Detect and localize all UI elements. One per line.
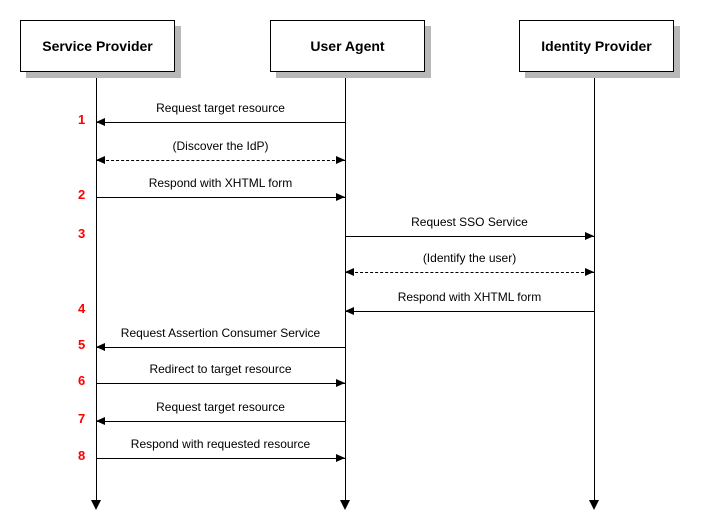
message-arrow-2 [336, 193, 345, 201]
message-label-6: Redirect to target resource [149, 362, 292, 376]
message-line-8 [96, 458, 345, 459]
step-number-7: 7 [78, 411, 86, 426]
lifeline-service-provider [96, 72, 97, 500]
message-label-1: Request target resource [156, 101, 285, 115]
message-arrow-1 [96, 118, 105, 126]
message-line-2 [96, 197, 345, 198]
message-arrow-6 [336, 379, 345, 387]
step-number-6: 6 [78, 373, 86, 388]
actor-label: Identity Provider [541, 38, 652, 54]
message-line-7 [96, 421, 345, 422]
actor-box-identity-provider[interactable] [519, 20, 674, 72]
lifeline-identity-provider [594, 72, 595, 500]
message-label-5: Request Assertion Consumer Service [120, 326, 321, 340]
message-line-5 [96, 347, 345, 348]
message-label-identify-user: (Identify the user) [422, 251, 517, 265]
message-arrow-3 [585, 232, 594, 240]
message-arrow-identify-user-left [345, 268, 354, 276]
lifeline-user-agent [345, 72, 346, 500]
message-label-discover-idp: (Discover the IdP) [172, 139, 269, 153]
message-line-identify-user [345, 272, 594, 273]
message-arrow-identify-user-right [585, 268, 594, 276]
message-label-4: Respond with XHTML form [397, 290, 542, 304]
step-number-1: 1 [78, 112, 86, 127]
step-number-3: 3 [78, 226, 86, 241]
message-label-8: Respond with requested resource [130, 437, 311, 451]
message-line-6 [96, 383, 345, 384]
message-arrow-discover-idp-right [336, 156, 345, 164]
message-line-1 [96, 122, 345, 123]
step-number-2: 2 [78, 187, 86, 202]
message-label-2: Respond with XHTML form [148, 176, 293, 190]
message-arrow-8 [336, 454, 345, 462]
message-label-3: Request SSO Service [411, 215, 528, 229]
message-line-discover-idp [96, 160, 345, 161]
message-arrow-4 [345, 307, 354, 315]
message-line-3 [345, 236, 594, 237]
message-label-7: Request target resource [156, 400, 285, 414]
lifeline-arrow-service-provider [91, 500, 101, 510]
actor-box-user-agent[interactable] [270, 20, 425, 72]
step-number-8: 8 [78, 448, 86, 463]
message-line-4 [345, 311, 594, 312]
message-arrow-7 [96, 417, 105, 425]
actor-label: Service Provider [42, 38, 153, 54]
step-number-4: 4 [78, 301, 86, 316]
actor-label: User Agent [310, 38, 385, 54]
lifeline-arrow-identity-provider [589, 500, 599, 510]
message-arrow-5 [96, 343, 105, 351]
message-arrow-discover-idp-left [96, 156, 105, 164]
lifeline-arrow-user-agent [340, 500, 350, 510]
step-number-5: 5 [78, 337, 86, 352]
actor-box-service-provider[interactable] [20, 20, 175, 72]
